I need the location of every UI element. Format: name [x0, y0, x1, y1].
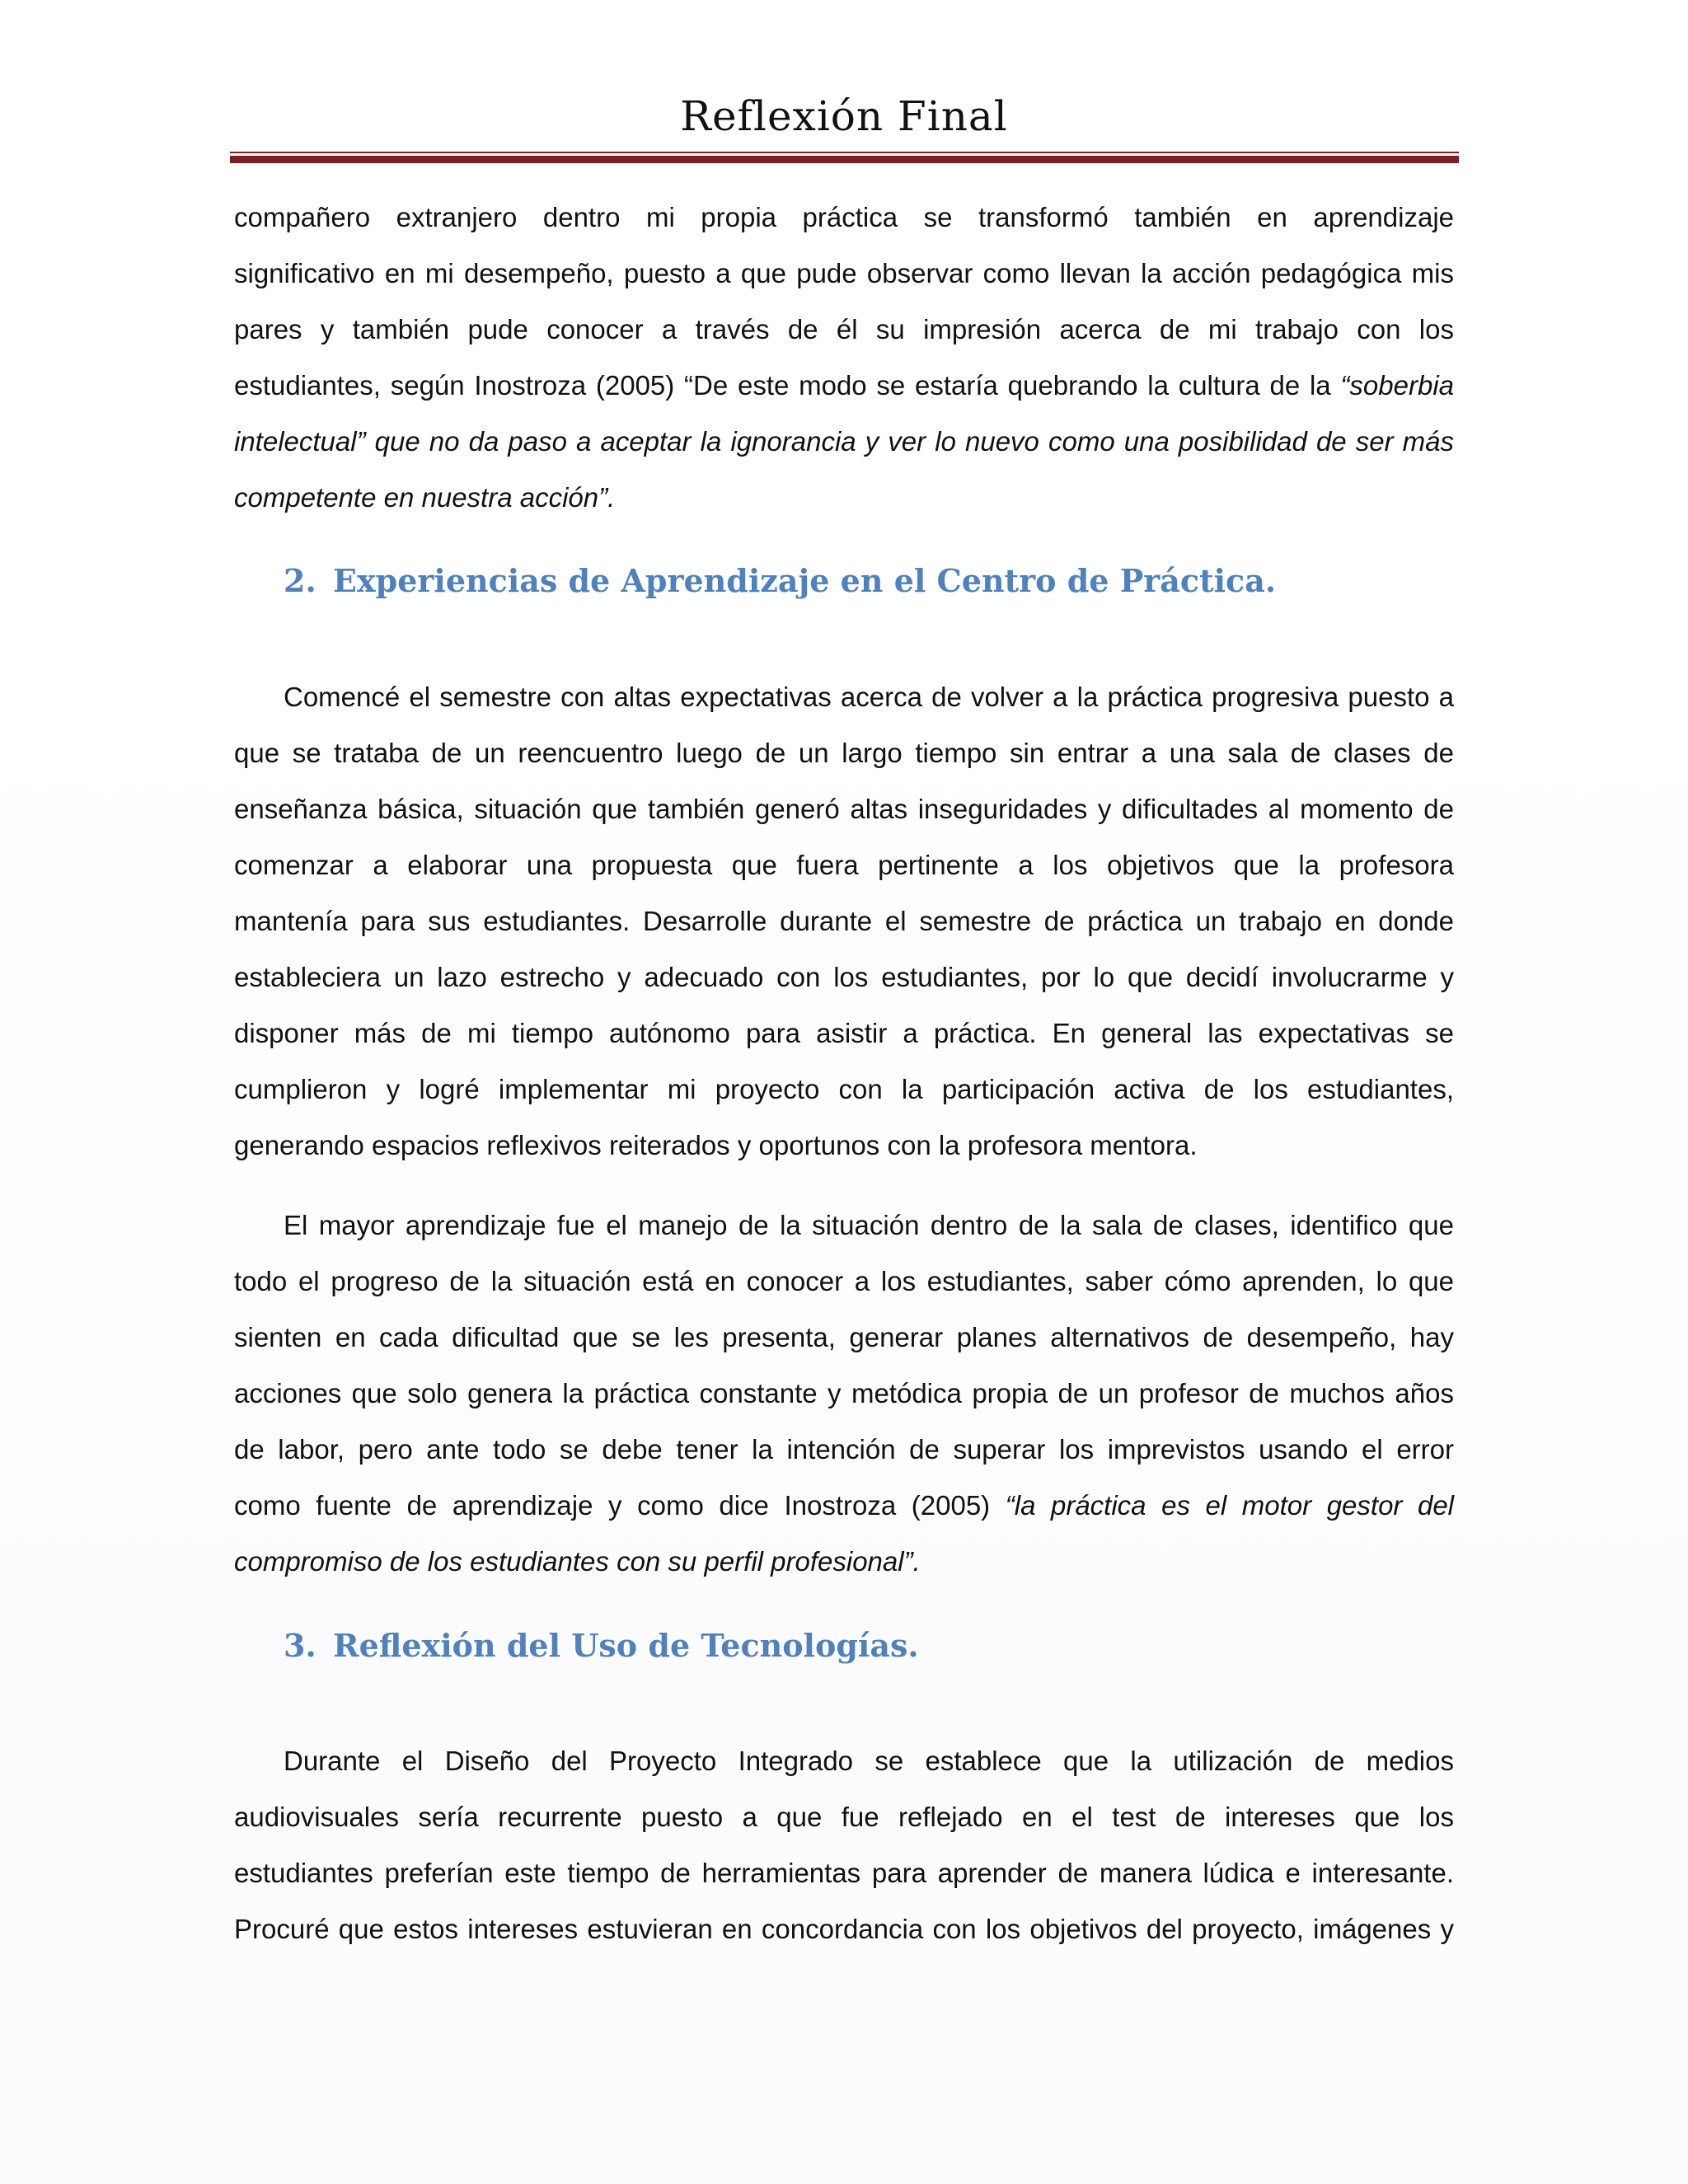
italic-quote-fragment: “soberbia: [1340, 370, 1454, 401]
section-heading-3: [284, 1627, 919, 1664]
paragraph-line-italic: compromiso de los estudiantes con su perfil profesional”.: [234, 1546, 921, 1577]
paragraph-line: sienten en cada dificultad que se les presenta, generar planes alternativos de desempeño, hay: [234, 1322, 1454, 1352]
paragraph-line: cumplieron y logré implementar mi proyecto con la participación activa de los estudiantes,: [234, 1074, 1454, 1104]
header-rule-thin: [230, 152, 1459, 153]
paragraph-4: [234, 1733, 1454, 1957]
paragraph-line: acciones que solo genera la práctica constante y metódica propia de un profesor de muchos años: [234, 1378, 1454, 1408]
paragraph-line: Comencé el semestre con altas expectativas acerca de volver a la práctica progresiva puesto a: [284, 682, 1454, 712]
section-title: Reflexión del Uso de Tecnologías.: [333, 1627, 919, 1664]
header-rule-thick: [230, 156, 1459, 163]
paragraph-line: estudiantes preferían este tiempo de herramientas para aprender de manera lúdica e interesante.: [234, 1858, 1454, 1888]
paragraph-2: [234, 669, 1454, 1174]
paragraph-line: compañero extranjero dentro mi propia práctica se transformó también en aprendizaje: [234, 202, 1454, 232]
paragraph-line: Durante el Diseño del Proyecto Integrado se establece que la utilización de medios: [284, 1746, 1454, 1776]
paragraph-line-text: como fuente de aprendizaje y como dice Inostroza (2005): [234, 1490, 991, 1521]
paragraph-line: estableciera un lazo estrecho y adecuado con los estudiantes, por lo que decidí involucrarme y: [234, 962, 1454, 992]
italic-quote-fragment: “la práctica es el motor gestor del: [1005, 1490, 1455, 1521]
paragraph-line: generando espacios reflexivos reiterados y oportunos con la profesora mentora.: [234, 1130, 1198, 1160]
paragraph-3: [234, 1197, 1454, 1590]
page-header-title: Reflexión Final: [680, 92, 1008, 140]
paragraph-line: enseñanza básica, situación que también generó altas inseguridades y dificultades al momento de: [234, 794, 1454, 824]
paragraph-line-italic: competente en nuestra acción”.: [234, 482, 616, 513]
section-number: 2.: [284, 562, 316, 599]
paragraph-line: Procuré que estos intereses estuvieran en concordancia con los objetivos del proyecto, imágenes y: [234, 1914, 1454, 1944]
section-title: Experiencias de Aprendizaje en el Centro de Práctica.: [333, 562, 1277, 599]
paragraph-1: [234, 190, 1454, 526]
paragraph-line: pares y también pude conocer a través de él su impresión acerca de mi trabajo con los: [234, 314, 1454, 344]
paragraph-line-text: estudiantes, según Inostroza (2005) “De este modo se estaría quebrando la cultura de la: [234, 370, 1331, 401]
paragraph-line: El mayor aprendizaje fue el manejo de la situación dentro de la sala de clases, identifico que: [284, 1210, 1454, 1240]
section-heading-2: [284, 562, 1276, 599]
paragraph-line: [234, 1478, 1454, 1534]
paragraph-line: comenzar a elaborar una propuesta que fuera pertinente a los objetivos que la profesora: [234, 850, 1454, 880]
paragraph-line: disponer más de mi tiempo autónomo para asistir a práctica. En general las expectativas se: [234, 1018, 1454, 1048]
section-number: 3.: [284, 1627, 316, 1664]
paragraph-line: todo el progreso de la situación está en conocer a los estudiantes, saber cómo aprenden, lo que: [234, 1266, 1454, 1296]
paragraph-line: [234, 358, 1454, 414]
paragraph-line: de labor, pero ante todo se debe tener la intención de superar los imprevistos usando el error: [234, 1434, 1454, 1465]
paragraph-line: que se trataba de un reencuentro luego de un largo tiempo sin entrar a una sala de clases de: [234, 738, 1454, 768]
paragraph-line-italic: intelectual” que no da paso a aceptar la ignorancia y ver lo nuevo como una posibilidad de ser más: [234, 426, 1454, 457]
paragraph-line: mantenía para sus estudiantes. Desarrolle durante el semestre de práctica un trabajo en donde: [234, 906, 1454, 936]
paragraph-line: significativo en mi desempeño, puesto a que pude observar como llevan la acción pedagógica mis: [234, 258, 1454, 288]
paragraph-line: audiovisuales sería recurrente puesto a que fue reflejado en el test de intereses que los: [234, 1802, 1454, 1832]
